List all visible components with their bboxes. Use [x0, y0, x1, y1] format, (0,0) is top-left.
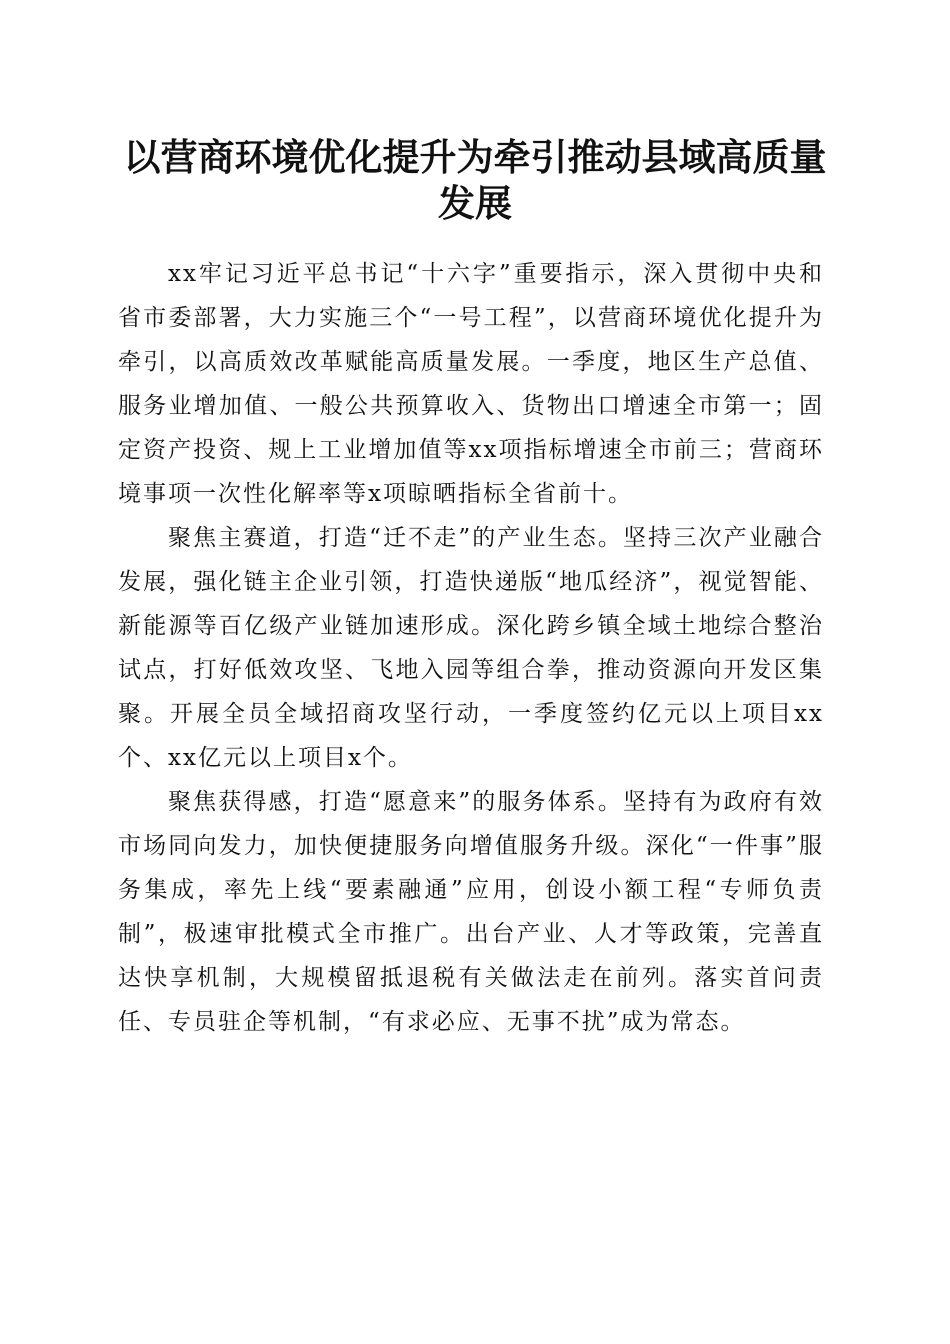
- paragraph-3: 聚焦获得感，打造“愿意来”的服务体系。坚持有为政府有效市场同向发力，加快便捷服务向增值服务升级。深化“一件事”服务集成，率先上线“要素融通”应用，创设小额工程“专师负责制”，极速审批模式全市推广。出台产业、人才等政策，完善直达快享机制，大规模留抵退税有关做法走在前列。落实首问责任、专员驻企等机制，“有求必应、无事不扰”成为常态。: [118, 789, 824, 1035]
- paragraph-2: 聚焦主赛道，打造“迁不走”的产业生态。坚持三次产业融合发展，强化链主企业引领，打造快递版“地瓜经济”，视觉智能、新能源等百亿级产业链加速形成。深化跨乡镇全域土地综合整治试点，打好低效攻坚、飞地入园等组合拳，推动资源向开发区集聚。开展全员全域招商攻坚行动，一季度签约亿元以上项目xx个、xx亿元以上项目x个。: [118, 525, 824, 771]
- paragraph-1: xx牢记习近平总书记“十六字”重要指示，深入贯彻中央和省市委部署，大力实施三个“一号工程”，以营商环境优化提升为牵引，以高质效改革赋能高质量发展。一季度，地区生产总值、服务业增加值、一般公共预算收入、货物出口增速全市第一；固定资产投资、规上工业增加值等xx项指标增速全市前三；营商环境事项一次性化解率等x项晾晒指标全省前十。: [118, 261, 824, 507]
- document-body: [118, 252, 824, 1044]
- document-title: 以营商环境优化提升为牵引推动县域高质量发展: [123, 135, 827, 225]
